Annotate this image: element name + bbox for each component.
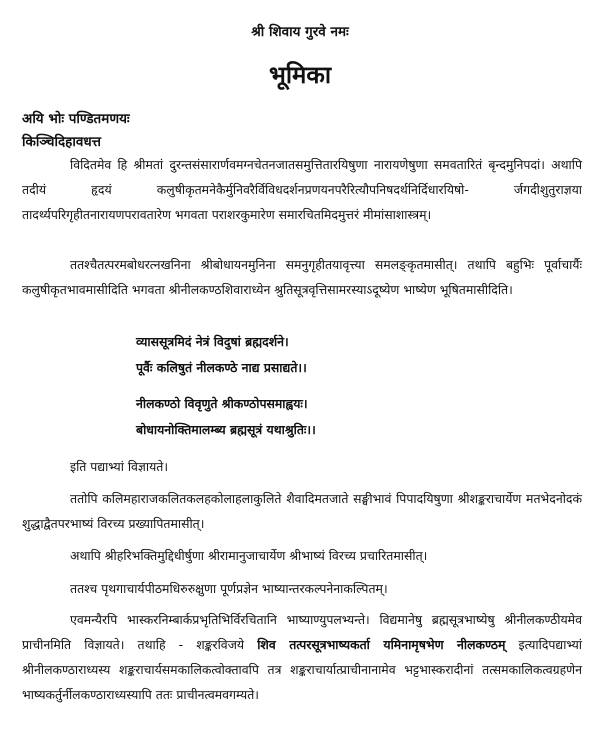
paragraph-7-bold-quote: शिव तत्परसूत्रभाष्यकर्ता यमिनामृषभेण नीलकण्ठम् [257, 637, 506, 652]
paragraph-3: इति पद्याभ्यां विज्ञायते। [70, 459, 169, 474]
paragraph-7-text-b: इत्यादिपद्याभ्यां श्रीनीलकण्ठाराध्यस्य शङ्कराचार्यसमकालिकत्वोक्तावपि तत्र शङ्कराचार्यात्प्राचीनानामेव भट्टभास्करादीनां तत्समकालिकत्वग्रहणेन भाष्यकर्तुर्नीलकण्ठाराध्यस्यापि ततः प्राचीनत्वमवगम्यते। [22, 637, 582, 702]
paragraph-1: विदितमेव हि श्रीमतां दुरन्तसंसारार्णवमग्नचेतनजातसमुत्तितारयिषुणा नारायणेषुणा समवतारितं बृन्दमुनिपदां। अथापि तदीयं हृदयं कलुषीकृतमनेकैर्मुनिवरैर्विविधदर्शनप्रणयनपरैरित्यौपनिषदर्थनिर्दिधारयिषो- र्जगदीशुतुराज्ञया तादर्थ्यपरिगृहीतनारायणपरावतारेण भगवता पराशरकुमारेण समारचितमिदमुत्तरं मीमांसाशास्त्रम्। [22, 157, 582, 222]
verse-line-3: नीलकण्ठो विवृणुते श्रीकण्ठोपसमाह्वयः। [136, 396, 308, 411]
address-line: अयि भोः पण्डितमणयः [22, 111, 130, 127]
paragraph-7 [22, 607, 582, 707]
verse-line-1: व्याससूत्रमिदं नेत्रं विदुषां ब्रह्मदर्शने। [136, 334, 289, 349]
subheading: किञ्चिदिहावधत्त [22, 134, 101, 150]
paragraph-6: ततश्च पृथगाचार्यपीठमधिरुरुक्षुणा पूर्णप्रज्ञेन भाष्यान्तरकल्पनेनाकल्पितम्। [70, 581, 388, 596]
paragraph-7-text-a: एवमन्यैरपि भास्करनिम्बार्कप्रभृतिभिर्विरचितानि भाष्याण्युपलभ्यन्ते। विद्यमानेषु ब्रह्मसूत्रभाष्येषु श्रीनीलकण्ठीयमेव प्राचीनमिति विज्ञायते। तथाहि - शङ्करविजये [22, 612, 582, 652]
invocation-line: श्री शिवाय गुरवे नमः [251, 24, 349, 40]
paragraph-5: अथापि श्रीहरिभक्तिमुद्दिधीर्षुणा श्रीरामानुजाचार्येण श्रीभाष्यं विरच्य प्रचारितमासीत्। [70, 548, 428, 563]
verse-line-2: पूर्वैः कलिषुतं नीलकण्ठे नाद्य प्रसाद्यते।। [136, 360, 307, 375]
verse-line-4: बोधायनोक्तिमालम्ब्य ब्रह्मसूत्रं यथाश्रुतिः।। [136, 422, 316, 437]
paragraph-2: ततश्चैतत्परमबोधरत्नखनिना श्रीबोधायनमुनिना समनुगृहीतयावृत्त्या समलङ्कृतमासीत्। तथापि बहुभिः पूर्वाचार्यैः कलुषीकृतभावमासीदिति भगवता श्रीनीलकण्ठशिवाराध्येन श्रुतिसूत्रवृत्तिसामरस्याऽदूष्येण भाष्येण भूषितमासीदिति। [22, 257, 582, 297]
paragraph-4: ततोपि कलिमहाराजकलितकलहकोलाहलाकुलिते शैवादिमतजाते सङ्घीभावं पिपादयिषुणा श्रीशङ्कराचार्येण मतभेदनोदकं शुद्धाद्वैतपरभाष्यं विरच्य प्रख्यापितमासीत्। [22, 491, 582, 531]
page-title: भूमिका [268, 61, 332, 89]
